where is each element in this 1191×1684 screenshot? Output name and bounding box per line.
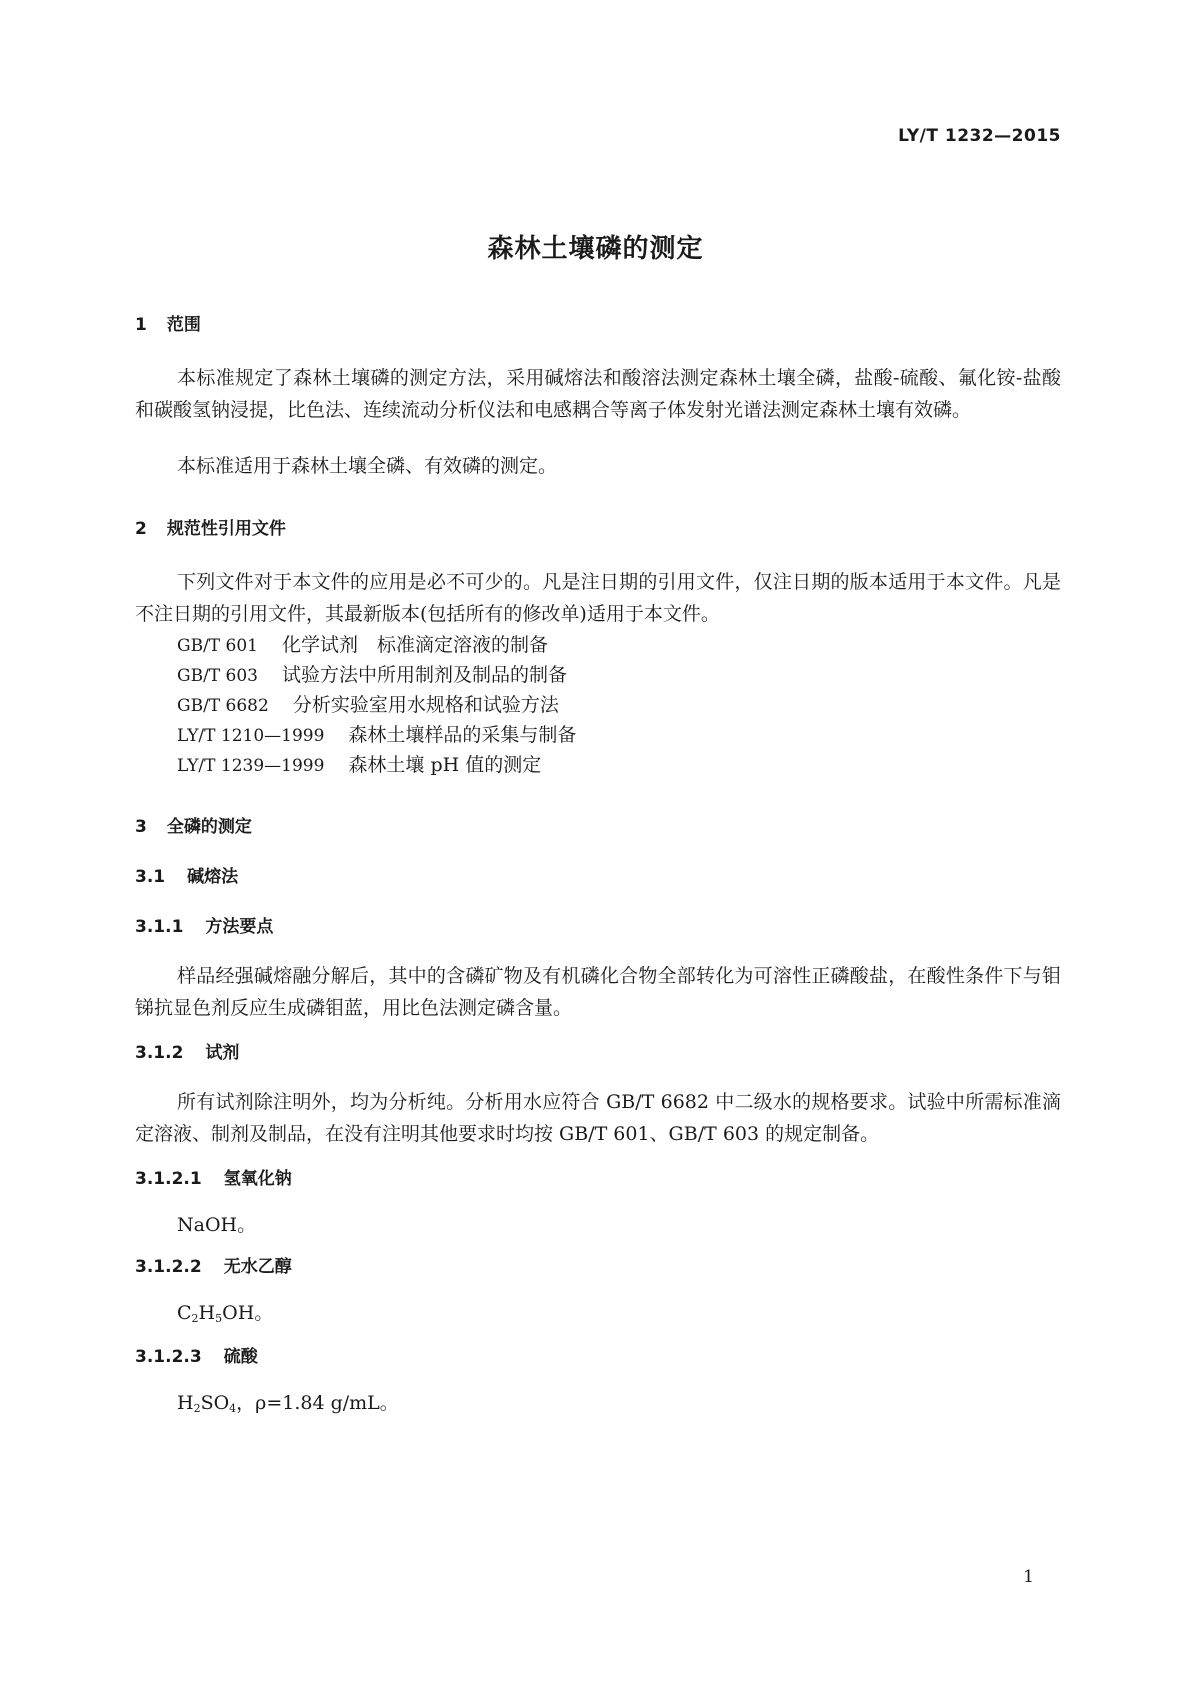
section-3-1-2-paragraph: 所有试剂除注明外，均为分析纯。分析用水应符合 GB/T 6682 中二级水的规格要求。试验中所需标准滴定溶液、制剂及制品，在没有注明其他要求时均按 GB/T 601、GB/T 603 的规定制备。 bbox=[135, 1091, 1061, 1145]
section-number: 3 bbox=[135, 817, 147, 837]
formula-ethanol bbox=[177, 1298, 273, 1325]
section-title: 无水乙醇 bbox=[223, 1257, 292, 1277]
formula-element: ，ρ=1.84 g/mL。 bbox=[236, 1392, 399, 1414]
reference-title: 化学试剂 标准滴定溶液的制备 bbox=[282, 634, 549, 656]
formula-element: C bbox=[177, 1302, 192, 1324]
section-title: 硫酸 bbox=[223, 1347, 258, 1367]
reference-code: GB/T 603 bbox=[177, 666, 258, 686]
formula-sulfuric-acid bbox=[177, 1388, 399, 1415]
section-1-heading bbox=[135, 310, 201, 335]
section-title: 规范性引用文件 bbox=[166, 519, 286, 539]
section-number: 3.1 bbox=[135, 867, 166, 887]
section-1-paragraph-1: 本标准规定了森林土壤磷的测定方法，采用碱熔法和酸溶法测定森林土壤全磷，盐酸-硫酸、氟化铵-盐酸和碳酸氢钠浸提，比色法、连续流动分析仪法和电感耦合等离子体发射光谱法测定森林土壤有效磷。 bbox=[135, 367, 1061, 421]
page-number: 1 bbox=[1023, 1567, 1034, 1587]
reference-code: GB/T 601 bbox=[177, 636, 258, 656]
reference-item bbox=[177, 720, 576, 747]
section-2-heading bbox=[135, 514, 286, 539]
reference-item bbox=[177, 690, 559, 717]
formula-element: H bbox=[177, 1392, 194, 1414]
formula-subscript: 2 bbox=[193, 1402, 201, 1415]
section-number: 3.1.2.2 bbox=[135, 1257, 202, 1277]
section-3-1-2-1-heading bbox=[135, 1164, 292, 1189]
section-number: 1 bbox=[135, 315, 147, 335]
formula-subscript: 5 bbox=[215, 1312, 223, 1325]
formula-element: H bbox=[198, 1302, 216, 1324]
reference-item bbox=[177, 750, 541, 777]
section-3-1-2-3-heading bbox=[135, 1342, 258, 1367]
section-number: 3.1.2.3 bbox=[135, 1347, 202, 1367]
formula-element: SO bbox=[200, 1392, 230, 1414]
section-number: 3.1.1 bbox=[135, 917, 184, 937]
formula-subscript: 2 bbox=[191, 1312, 199, 1325]
standard-code: LY/T 1232—2015 bbox=[898, 126, 1061, 146]
section-3-heading bbox=[135, 812, 252, 837]
reference-item bbox=[177, 660, 567, 687]
reference-code: LY/T 1210—1999 bbox=[177, 726, 325, 746]
reference-code: LY/T 1239—1999 bbox=[177, 756, 325, 776]
section-2-paragraph-1: 下列文件对于本文件的应用是必不可少的。凡是注日期的引用文件，仅注日期的版本适用于本文件。凡是不注日期的引用文件，其最新版本(包括所有的修改单)适用于本文件。 bbox=[135, 571, 1061, 625]
reference-item bbox=[177, 630, 548, 657]
formula-subscript: 4 bbox=[229, 1402, 237, 1415]
section-title: 全磷的测定 bbox=[166, 817, 252, 837]
reference-title: 森林土壤 pH 值的测定 bbox=[348, 754, 542, 776]
section-3-1-1-paragraph: 样品经强碱熔融分解后，其中的含磷矿物及有机磷化合物全部转化为可溶性正磷酸盐，在酸性条件下与钼锑抗显色剂反应生成磷钼蓝，用比色法测定磷含量。 bbox=[135, 965, 1061, 1019]
reference-title: 森林土壤样品的采集与制备 bbox=[348, 724, 577, 746]
reference-code: GB/T 6682 bbox=[177, 696, 269, 716]
section-number: 3.1.2.1 bbox=[135, 1169, 202, 1189]
formula-element: OH。 bbox=[222, 1302, 274, 1324]
section-title: 碱熔法 bbox=[187, 867, 239, 887]
formula-naoh: NaOH。 bbox=[177, 1214, 257, 1236]
section-number: 3.1.2 bbox=[135, 1043, 184, 1063]
reference-title: 分析实验室用水规格和试验方法 bbox=[292, 694, 559, 716]
section-3-1-2-heading bbox=[135, 1038, 239, 1063]
section-3-1-1-heading bbox=[135, 912, 273, 937]
document-title: 森林土壤磷的测定 bbox=[487, 234, 704, 264]
section-title: 试剂 bbox=[205, 1043, 240, 1063]
section-title: 方法要点 bbox=[205, 917, 274, 937]
section-title: 范围 bbox=[166, 315, 201, 335]
section-1-paragraph-2: 本标准适用于森林土壤全磷、有效磷的测定。 bbox=[177, 455, 558, 477]
section-3-1-heading bbox=[135, 862, 238, 887]
section-title: 氢氧化钠 bbox=[223, 1169, 292, 1189]
section-3-1-2-2-heading bbox=[135, 1252, 292, 1277]
reference-title: 试验方法中所用制剂及制品的制备 bbox=[282, 664, 568, 686]
section-number: 2 bbox=[135, 519, 147, 539]
